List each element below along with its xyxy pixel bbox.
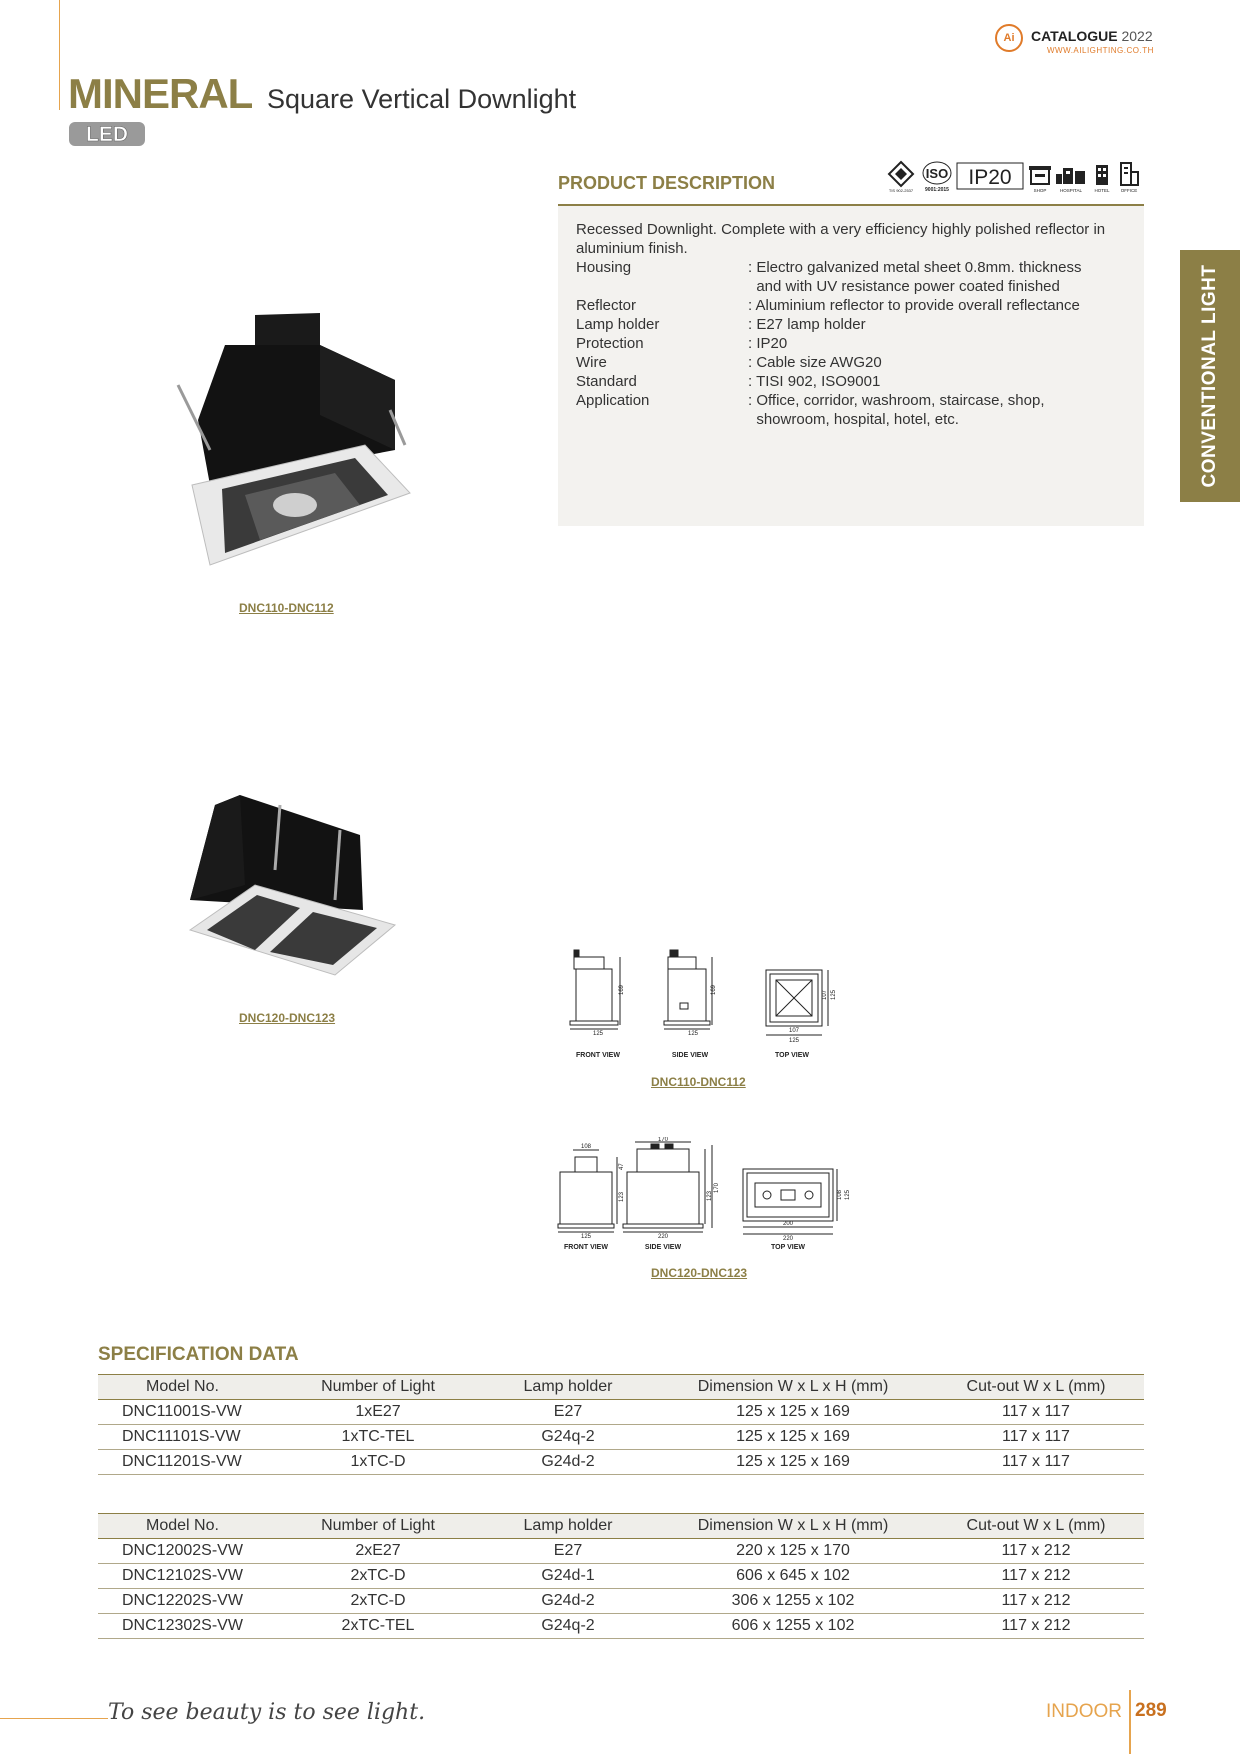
cell-dimension: 606 x 645 x 102 (658, 1564, 928, 1589)
svg-text:169: 169 (711, 984, 717, 995)
spec-table-header (98, 1514, 1144, 1539)
cell-holder: G24d-2 (478, 1450, 658, 1475)
brand-block (995, 24, 1195, 60)
cell-model: DNC11201S-VW (98, 1450, 278, 1475)
spec-table-single (98, 1374, 1144, 1475)
svg-text:TIS 902-2537: TIS 902-2537 (888, 188, 914, 193)
hospital-icon (1056, 168, 1085, 193)
cell-model: DNC12202S-VW (98, 1589, 278, 1614)
product-caption-2: DNC120-DNC123 (239, 1011, 336, 1025)
header-cutout: Cut-out W x L (mm) (928, 1514, 1144, 1539)
spec-row-label: Wire (576, 354, 607, 371)
footer-section: INDOOR (1046, 1701, 1122, 1722)
cell-number: 2xTC-D (278, 1589, 478, 1614)
svg-text:200: 200 (782, 1221, 794, 1227)
catalogue-year: 2022 (1121, 28, 1153, 44)
header-lamp-holder: Lamp holder (478, 1375, 658, 1400)
catalogue-label: CATALOGUE (1031, 28, 1118, 44)
cell-number: 1xE27 (278, 1400, 478, 1425)
svg-text:125: 125 (580, 1234, 592, 1240)
svg-text:169: 169 (619, 984, 625, 995)
svg-text:TOP VIEW: TOP VIEW (775, 1052, 809, 1059)
header-accent-line (59, 0, 60, 110)
technical-drawing-dnc110 (560, 945, 860, 1065)
svg-text:HOTEL: HOTEL (1094, 188, 1110, 193)
cell-number: 1xTC-TEL (278, 1425, 478, 1450)
svg-text:TOP VIEW: TOP VIEW (771, 1244, 805, 1251)
specification-title: SPECIFICATION DATA (98, 1344, 299, 1365)
cell-dimension: 125 x 125 x 169 (658, 1400, 928, 1425)
certification-icons (885, 160, 1145, 194)
svg-text:125: 125 (592, 1031, 604, 1037)
svg-text:125: 125 (687, 1031, 699, 1037)
svg-text:ISO: ISO (925, 166, 949, 181)
svg-text:108: 108 (580, 1144, 592, 1150)
table-row (98, 1400, 1144, 1425)
technical-drawing-dnc120 (555, 1137, 855, 1257)
product-description-title: PRODUCT DESCRIPTION (558, 173, 776, 193)
cell-number: 2xTC-TEL (278, 1614, 478, 1639)
svg-text:SIDE VIEW: SIDE VIEW (671, 1052, 709, 1059)
svg-text:107: 107 (788, 1028, 800, 1034)
header-model: Model No. (98, 1514, 278, 1539)
spec-row-label: Application (576, 392, 650, 409)
spec-row-value: : IP20 (748, 335, 788, 352)
svg-text:47: 47 (619, 1163, 625, 1170)
brand-logo: Ai (995, 24, 1023, 52)
spec-table-header (98, 1375, 1144, 1400)
spec-row-value: : Office, corridor, washroom, staircase, shop, showroom, hospital, hotel, etc. (748, 392, 1045, 428)
shop-icon (1029, 166, 1051, 193)
svg-text:123: 123 (619, 1191, 625, 1202)
table-row (98, 1450, 1144, 1475)
tis-icon (889, 162, 914, 193)
page-subtitle: Square Vertical Downlight (267, 84, 577, 114)
footer-divider (1129, 1690, 1131, 1754)
svg-text:220: 220 (782, 1236, 794, 1242)
header-dimension: Dimension W x L x H (mm) (658, 1375, 928, 1400)
spec-row-value: : TISI 902, ISO9001 (748, 373, 881, 390)
svg-text:107: 107 (822, 989, 828, 1000)
svg-text:170: 170 (657, 1137, 669, 1143)
drawing-caption-1: DNC110-DNC112 (651, 1075, 746, 1089)
spec-row-label: Lamp holder (576, 316, 660, 333)
description-intro: Recessed Downlight. Complete with a very efficiency highly polished reflector in aluminium finish. (576, 221, 1106, 257)
cell-cutout: 117 x 117 (928, 1425, 1144, 1450)
table-row (98, 1589, 1144, 1614)
table-row (98, 1425, 1144, 1450)
product-caption-1: DNC110-DNC112 (239, 601, 334, 615)
cell-number: 2xE27 (278, 1539, 478, 1564)
office-icon (1121, 163, 1138, 193)
header-dimension: Dimension W x L x H (mm) (658, 1514, 928, 1539)
spec-row-value: : E27 lamp holder (748, 316, 866, 333)
cell-holder: G24q-2 (478, 1614, 658, 1639)
footer-accent-line (0, 1718, 108, 1719)
category-side-tab-label: CONVENTIONAL LIGHT (1199, 264, 1220, 488)
svg-text:9001:2015: 9001:2015 (925, 187, 949, 193)
product-image-single (170, 305, 420, 575)
cell-dimension: 125 x 125 x 169 (658, 1450, 928, 1475)
cell-number: 2xTC-D (278, 1564, 478, 1589)
product-image-double (185, 790, 405, 980)
svg-text:125: 125 (831, 989, 837, 1000)
cell-dimension: 306 x 1255 x 102 (658, 1589, 928, 1614)
spec-row-label: Housing (576, 259, 632, 276)
header-number-of-light: Number of Light (278, 1375, 478, 1400)
header-model: Model No. (98, 1375, 278, 1400)
svg-text:170: 170 (714, 1182, 720, 1193)
cell-holder: G24q-2 (478, 1425, 658, 1450)
spec-row-value: : Aluminium reflector to provide overall reflectance (748, 297, 1080, 314)
cell-cutout: 117 x 117 (928, 1400, 1144, 1425)
led-badge (68, 121, 146, 147)
cell-dimension: 220 x 125 x 170 (658, 1539, 928, 1564)
hotel-icon (1094, 165, 1110, 193)
cell-cutout: 117 x 117 (928, 1450, 1144, 1475)
iso-icon (923, 162, 951, 193)
header-number-of-light: Number of Light (278, 1514, 478, 1539)
svg-text:SHOP: SHOP (1033, 188, 1047, 193)
svg-text:220: 220 (657, 1234, 669, 1240)
product-description-box (558, 206, 1144, 526)
svg-text:FRONT VIEW: FRONT VIEW (564, 1244, 608, 1251)
brand-url: WWW.AILIGHTING.CO.TH (1047, 46, 1154, 55)
cell-holder: G24d-2 (478, 1589, 658, 1614)
svg-text:125: 125 (845, 1189, 851, 1200)
page-title: MINERAL (68, 70, 253, 117)
svg-text:125: 125 (788, 1038, 800, 1044)
cell-cutout: 117 x 212 (928, 1614, 1144, 1639)
spec-row-label: Reflector (576, 297, 637, 314)
drawing-caption-2: DNC120-DNC123 (651, 1266, 748, 1280)
cell-model: DNC12102S-VW (98, 1564, 278, 1589)
cell-dimension: 606 x 1255 x 102 (658, 1614, 928, 1639)
svg-text:OFFICE: OFFICE (1120, 188, 1138, 193)
footer-tagline: To see beauty is to see light. (108, 1700, 426, 1725)
table-row (98, 1539, 1144, 1564)
cell-model: DNC11001S-VW (98, 1400, 278, 1425)
cell-number: 1xTC-D (278, 1450, 478, 1475)
cell-model: DNC12002S-VW (98, 1539, 278, 1564)
svg-text:123: 123 (707, 1190, 713, 1201)
header-cutout: Cut-out W x L (mm) (928, 1375, 1144, 1400)
ip20-icon (957, 163, 1023, 189)
cell-dimension: 125 x 125 x 169 (658, 1425, 928, 1450)
cell-cutout: 117 x 212 (928, 1564, 1144, 1589)
spec-row-label: Standard (576, 373, 637, 390)
cell-holder: E27 (478, 1539, 658, 1564)
table-row (98, 1614, 1144, 1639)
svg-text:SIDE VIEW: SIDE VIEW (644, 1244, 682, 1251)
svg-text:IP20: IP20 (968, 166, 1012, 189)
svg-text:FRONT VIEW: FRONT VIEW (576, 1052, 620, 1059)
cell-holder: G24d-1 (478, 1564, 658, 1589)
page-number: 289 (1135, 1700, 1167, 1721)
svg-text:HOSPITAL: HOSPITAL (1060, 188, 1082, 193)
cell-model: DNC12302S-VW (98, 1614, 278, 1639)
led-badge-text: LED (86, 123, 128, 146)
header-lamp-holder: Lamp holder (478, 1514, 658, 1539)
spec-row-value: : Electro galvanized metal sheet 0.8mm. thickness and with UV resistance power coated finished (748, 259, 1082, 295)
table-row (98, 1564, 1144, 1589)
category-side-tab (1180, 250, 1240, 502)
svg-text:108: 108 (837, 1189, 843, 1200)
spec-row-value: : Cable size AWG20 (748, 354, 882, 371)
spec-table-double (98, 1513, 1144, 1639)
cell-cutout: 117 x 212 (928, 1539, 1144, 1564)
cell-model: DNC11101S-VW (98, 1425, 278, 1450)
cell-holder: E27 (478, 1400, 658, 1425)
brand-catalogue (1031, 28, 1153, 44)
cell-cutout: 117 x 212 (928, 1589, 1144, 1614)
spec-row-label: Protection (576, 335, 644, 352)
